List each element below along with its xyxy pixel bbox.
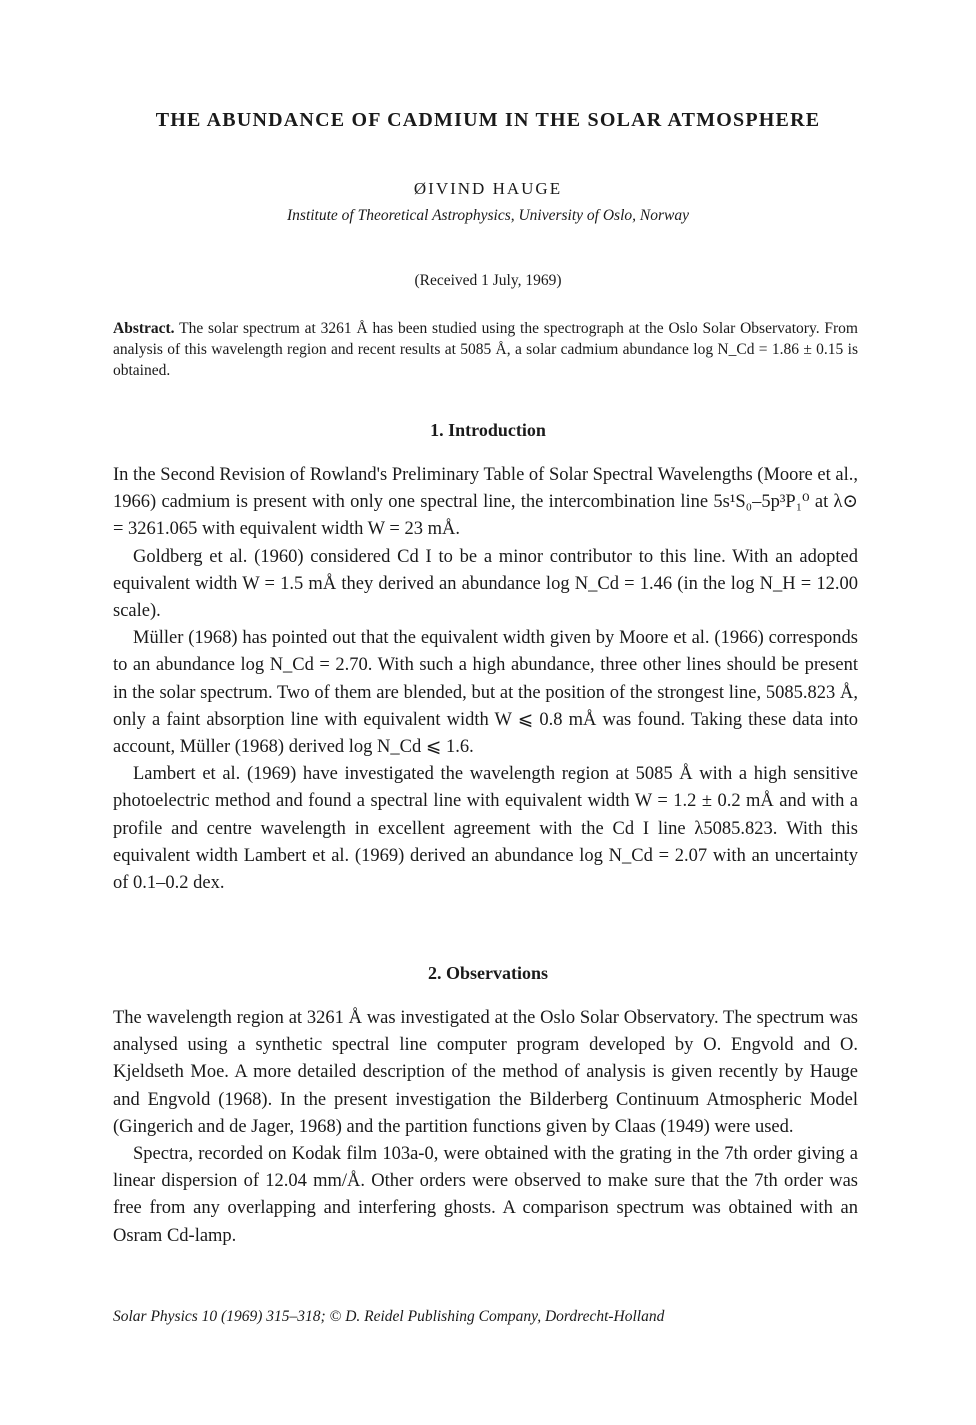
abstract-text: The solar spectrum at 3261 Å has been studied using the spectrograph at the Oslo Solar Observatory. From analysis of this wavelength region and recent results at 5085 Å, a solar cadmium abundance log N_Cd = 1.86 ± 0.15 is obtained. bbox=[113, 320, 858, 379]
paragraph: In the Second Revision of Rowland's Preliminary Table of Solar Spectral Wavelengths (Moore et al., 1966) cadmium is present with only one spectral line, the intercombination line 5s¹S₀–5p³P₁⁰ at λ⊙ = 3261.065 with equivalent width W = 23 mÅ. bbox=[113, 465, 858, 540]
received-date: (Received 1 July, 1969) bbox=[414, 272, 562, 289]
section-heading-introduction: 1. Introduction bbox=[430, 420, 546, 440]
paragraph: Müller (1968) has pointed out that the equivalent width given by Moore et al. (1966) corresponds to an abundance log N_Cd = 2.70. With such a high abundance, three other lines should be present in the solar spectrum. Two of them are blended, but at the position of the strongest line, 5085.823 Å, only a faint absorption line with equivalent width W ⩽ 0.8 mÅ was found. Taking these data into account, Müller (1968) derived log N_Cd ⩽ 1.6. bbox=[113, 628, 858, 758]
paragraph: Goldberg et al. (1960) considered Cd I to be a minor contributor to this line. With an adopted equivalent width W = 1.5 mÅ they derived an abundance log N_Cd = 1.46 (in the log N_H = 12.00 scale). bbox=[113, 546, 858, 622]
section-observations bbox=[113, 1005, 858, 1250]
author-name: ØIVIND HAUGE bbox=[413, 179, 563, 198]
paragraph: Spectra, recorded on Kodak film 103a-0, were obtained with the grating in the 7th order giving a linear dispersion of 12.04 mm/Å. Other orders were observed to make sure that the 7th order was free from any overlapping and interfering ghosts. A comparison spectrum was obtained with an Osram Cd-lamp. bbox=[113, 1144, 858, 1246]
section-heading-observations: 2. Observations bbox=[427, 963, 548, 983]
paper-title: THE ABUNDANCE OF CADMIUM IN THE SOLAR ATMOSPHERE bbox=[155, 109, 821, 131]
journal-footer: Solar Physics 10 (1969) 315–318; © D. Reidel Publishing Company, Dordrecht-Holland bbox=[113, 1308, 665, 1325]
abstract bbox=[113, 318, 858, 381]
section-introduction bbox=[113, 462, 858, 897]
paragraph: The wavelength region at 3261 Å was investigated at the Oslo Solar Observatory. The spectrum was analysed using a synthetic spectral line computer program developed by O. Engvold and O. Kjeldseth Moe. A more detailed description of the method of analysis is given recently by Hauge and Engvold (1968). In the present investigation the Bilderberg Continuum Atmospheric Model (Gingerich and de Jager, 1968) and the partition functions given by Claas (1949) were used. bbox=[113, 1008, 858, 1137]
paragraph: Lambert et al. (1969) have investigated the wavelength region at 5085 Å with a high sensitive photoelectric method and found a spectral line with equivalent width W = 1.2 ± 0.2 mÅ and with a profile and centre wavelength in excellent agreement with the Cd I line λ5085.823. With this equivalent width Lambert et al. (1969) derived an abundance log N_Cd = 2.07 with an uncertainty of 0.1–0.2 dex. bbox=[113, 764, 858, 894]
abstract-label: Abstract. bbox=[113, 320, 175, 337]
author-affiliation: Institute of Theoretical Astrophysics, University of Oslo, Norway bbox=[287, 207, 689, 224]
